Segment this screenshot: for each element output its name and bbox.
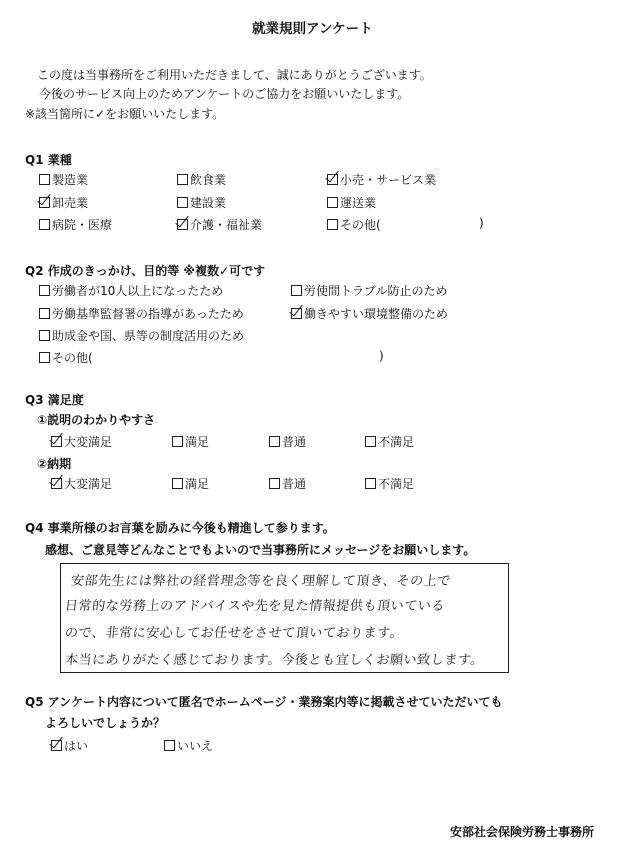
option-label: 普通 (282, 435, 307, 449)
handwritten-line: 本当にありがたく感じております。今後とも宜しくお願い致します。 (64, 653, 485, 668)
q4-prompt: 感想、ご意見等どんなことでもよいので当事務所にメッセージをお願いします。 (45, 543, 476, 557)
checkbox[interactable] (39, 330, 50, 341)
intro-note: ※該当箇所に✓をお願いいたします。 (25, 107, 225, 121)
q2-option[interactable] (291, 305, 448, 322)
q3-deadline-option[interactable] (269, 475, 306, 492)
checkbox[interactable] (39, 174, 50, 185)
handwritten-line: 安部先生には弊社の経営理念等を良く理解して頂き、その上で (70, 574, 452, 589)
intro-line-2: 今後のサービス向上のためアンケートのご協力をお願いいたします。 (39, 87, 410, 101)
checkbox[interactable] (164, 740, 175, 751)
q1-option[interactable] (177, 194, 226, 211)
q5-heading: Q5 アンケート内容について匿名でホームページ・業務案内等に掲載させていただいても (25, 695, 503, 709)
option-label: 不満足 (378, 477, 415, 491)
q2-option[interactable] (39, 305, 244, 322)
q5-option-no[interactable] (164, 737, 213, 754)
q1-option[interactable] (177, 216, 262, 233)
checkbox[interactable] (177, 174, 188, 185)
q3-sub-deadline: ②納期 (37, 457, 72, 471)
option-label: 運送業 (340, 196, 377, 210)
option-label: 労働者が10人以上になったため (52, 284, 224, 298)
option-label: 大変満足 (64, 435, 113, 449)
q2-other-close: ) (379, 349, 384, 363)
option-label: いいえ (177, 739, 214, 753)
option-label: 助成金や国、県等の制度活用のため (52, 329, 245, 343)
message-box[interactable] (60, 563, 509, 673)
q3-clarity-option[interactable] (365, 433, 414, 450)
handwritten-line: 日常的な労務上のアドバイスや先を見た情報提供も頂いている (64, 599, 446, 614)
q2-heading: Q2 作成のきっかけ、目的等 ※複数✓可です (25, 264, 266, 278)
q1-option[interactable] (327, 194, 376, 211)
handwritten-line: ので、非常に安心してお任せをさせて頂いております。 (64, 626, 404, 641)
option-label: 製造業 (52, 173, 89, 187)
checkbox[interactable] (172, 478, 183, 489)
q1-option[interactable] (327, 171, 436, 188)
checkbox[interactable] (269, 478, 280, 489)
checkbox[interactable] (327, 197, 338, 208)
q2-option-other[interactable] (39, 349, 93, 366)
checkbox[interactable] (327, 219, 338, 230)
q2-option[interactable] (39, 327, 244, 344)
option-label: 卸売業 (52, 196, 89, 210)
checkbox[interactable] (172, 436, 183, 447)
q1-option[interactable] (39, 194, 88, 211)
q1-option[interactable] (177, 171, 226, 188)
checkbox[interactable] (365, 478, 376, 489)
checkbox[interactable] (291, 285, 302, 296)
q3-clarity-option[interactable] (269, 433, 306, 450)
option-label: 労働基準監督署の指導があったため (52, 307, 244, 321)
checkbox[interactable] (39, 219, 50, 230)
option-label: 建設業 (190, 196, 227, 210)
option-label: 労使間トラブル防止のため (304, 284, 448, 298)
checkbox[interactable] (365, 436, 376, 447)
checkbox[interactable] (177, 219, 188, 230)
option-label: 飲食業 (190, 173, 227, 187)
q3-deadline-option[interactable] (51, 475, 112, 492)
q3-clarity-option[interactable] (51, 433, 112, 450)
option-label: その他( (52, 351, 93, 365)
survey-title: 就業規則アンケート (252, 21, 373, 37)
intro-line-1: この度は当事務所をご利用いただきまして、誠にありがとうございます。 (37, 68, 432, 82)
checkbox[interactable] (51, 478, 62, 489)
option-label: 満足 (185, 435, 210, 449)
q5-option-yes[interactable] (51, 737, 88, 754)
office-name: 安部社会保険労務士事務所 (450, 825, 595, 839)
option-label: 満足 (185, 477, 210, 491)
q3-heading: Q3 満足度 (25, 393, 84, 407)
q1-other-close: ) (479, 216, 484, 230)
checkbox[interactable] (51, 436, 62, 447)
option-label: その他( (340, 218, 381, 232)
checkbox[interactable] (291, 308, 302, 319)
q3-sub-clarity: ①説明のわかりやすさ (37, 413, 156, 427)
q1-option[interactable] (39, 216, 112, 233)
option-label: 大変満足 (64, 477, 113, 491)
q1-option[interactable] (39, 171, 88, 188)
checkbox[interactable] (39, 285, 50, 296)
checkbox[interactable] (177, 197, 188, 208)
q1-heading: Q1 業種 (25, 153, 72, 167)
q4-heading: Q4 事業所様のお言葉を励みに今後も精進して参ります。 (25, 521, 335, 535)
option-label: 介護・福祉業 (190, 218, 263, 232)
q2-option[interactable] (39, 282, 223, 299)
option-label: 病院・医療 (52, 218, 113, 232)
q1-option-other[interactable] (327, 216, 381, 233)
option-label: 不満足 (378, 435, 415, 449)
q3-clarity-option[interactable] (172, 433, 209, 450)
option-label: はい (64, 739, 89, 753)
checkbox[interactable] (39, 308, 50, 319)
checkbox[interactable] (39, 197, 50, 208)
q3-deadline-option[interactable] (365, 475, 414, 492)
q2-option[interactable] (291, 282, 448, 299)
checkbox[interactable] (39, 352, 50, 363)
q5-heading-cont: よろしいでしょうか？ (45, 716, 166, 730)
checkbox[interactable] (51, 740, 62, 751)
checkbox[interactable] (327, 174, 338, 185)
q3-deadline-option[interactable] (172, 475, 209, 492)
option-label: 小売・サービス業 (340, 173, 437, 187)
checkbox[interactable] (269, 436, 280, 447)
option-label: 普通 (282, 477, 307, 491)
option-label: 働きやすい環境整備のため (304, 307, 449, 321)
